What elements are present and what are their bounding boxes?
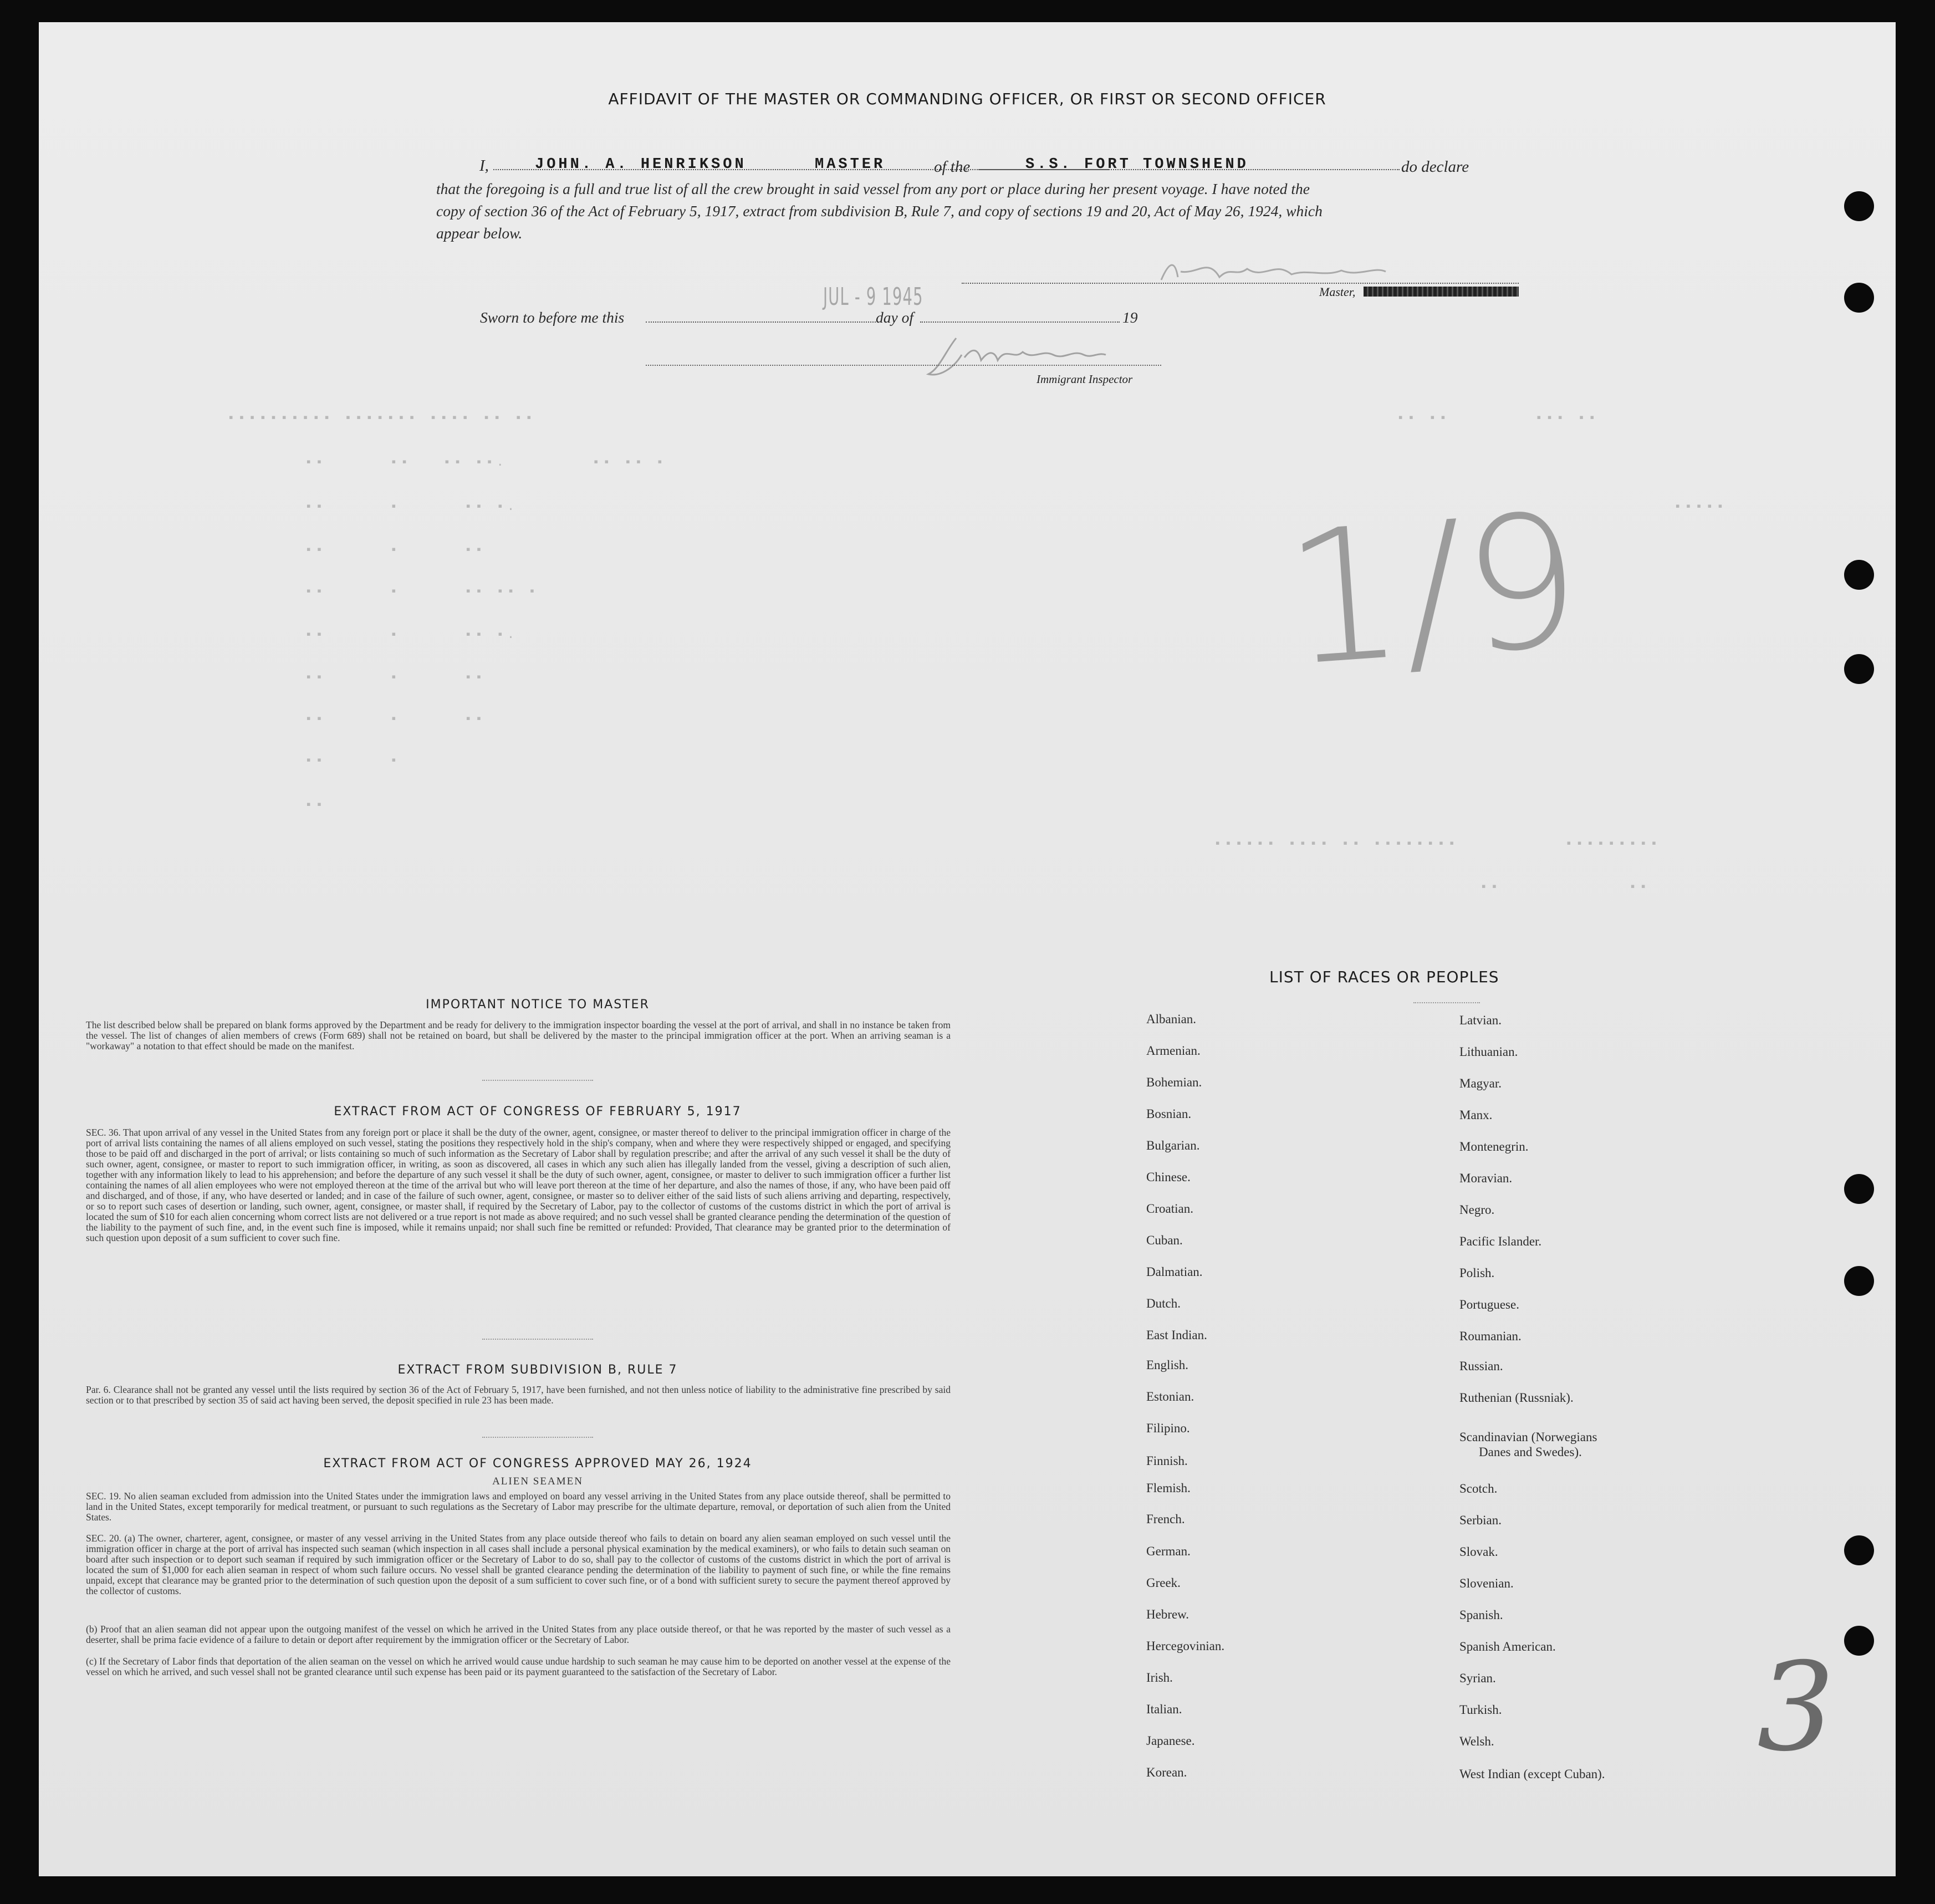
race-item: Dalmatian. bbox=[1146, 1265, 1203, 1279]
pencil-fraction: 1/9 bbox=[1279, 473, 1587, 707]
race-item: Russian. bbox=[1459, 1359, 1503, 1373]
bleed-through-row: ▪▪ ▪ bbox=[305, 754, 401, 768]
race-item: Latvian. bbox=[1459, 1013, 1502, 1027]
sworn-day-fill bbox=[646, 321, 876, 323]
bleed-through-row: ▪▪▪▪▪▪▪▪▪▪ ▪▪▪▪▪▪▪ ▪▪▪▪ ▪▪ ▪▪ bbox=[227, 411, 536, 425]
race-item: English. bbox=[1146, 1358, 1189, 1372]
race-item: Polish. bbox=[1459, 1266, 1495, 1280]
races-title: LIST OF RACES OR PEOPLES bbox=[1269, 968, 1499, 986]
day-of-label: day of bbox=[876, 309, 913, 326]
race-item: Finnish. bbox=[1146, 1454, 1188, 1468]
race-item: Portuguese. bbox=[1459, 1298, 1519, 1311]
extract-1917-title: EXTRACT FROM ACT OF CONGRESS OF FEBRUARY 5, 1917 bbox=[334, 1105, 742, 1119]
notice-title: IMPORTANT NOTICE TO MASTER bbox=[426, 998, 650, 1012]
race-item: Slovak. bbox=[1459, 1545, 1498, 1559]
bleed-through-row: ▪▪ ▪▪ ▪▪▪ ▪▪ bbox=[1397, 411, 1599, 425]
race-item: Spanish American. bbox=[1459, 1640, 1556, 1653]
punch-hole bbox=[1844, 654, 1874, 684]
race-item: Chinese. bbox=[1146, 1170, 1191, 1184]
race-item: Italian. bbox=[1146, 1702, 1182, 1716]
race-item: Lithuanian. bbox=[1459, 1045, 1518, 1059]
bleed-through-row: ▪▪ ▪ ▪▪ ▪. bbox=[305, 628, 518, 642]
bleed-through-row: ▪▪▪▪▪ bbox=[1674, 500, 1728, 514]
sworn-month-fill bbox=[920, 321, 1120, 323]
extract-rule7-title: EXTRACT FROM SUBDIVISION B, RULE 7 bbox=[397, 1363, 678, 1377]
divider bbox=[482, 1339, 593, 1340]
section-20a-body: SEC. 20. (a) The owner, charterer, agent, consignee, or master of any vessel arriving in the United States from any place outside thereof who fails to detain on board any alien seaman employed on such vessel until the immigration officer in charge at the port of arrival has inspected such seaman (which inspection in all cases shall include a personal physical examination by the medical examiners), or who fails to detain such seaman on board after such inspection or to deport such seaman if required by such immigration officer or the Secretary of Labor to do so, shall pay to the collector of customs of the customs district in which the port of arrival is located the sum of $1,000 for each alien seaman in respect of whom such failure occurs. No vessel shall be granted clearance pending the determination of the liability to payment of such fine, or while the fine remains unpaid, except that clearance may be granted prior to the determination of such question upon the deposit of a sum sufficient to cover such fine, or of a bond with sufficient surety to secure the payment thereof approved by the collector of customs. bbox=[86, 1533, 951, 1596]
punch-hole bbox=[1844, 283, 1874, 313]
race-item: Spanish. bbox=[1459, 1608, 1503, 1622]
race-item: French. bbox=[1146, 1512, 1185, 1526]
declarant-prefix: I, bbox=[479, 157, 489, 175]
race-item: Magyar. bbox=[1459, 1076, 1502, 1090]
race-item: Estonian. bbox=[1146, 1390, 1194, 1403]
divider bbox=[482, 1080, 593, 1081]
section-20b-body: (b) Proof that an alien seaman did not appear upon the outgoing manifest of the vessel on which he arrived in the United States from any place outside thereof, or that he was reported by the master of such vessel as a deserter, shall be prima facie evidence of a failure to detain or deport after requirement by the immigration officer or the Secretary of Labor. bbox=[86, 1624, 951, 1645]
struck-out-text bbox=[1364, 287, 1519, 297]
race-item: Scotch. bbox=[1459, 1482, 1498, 1495]
punch-hole bbox=[1844, 191, 1874, 221]
section-20c-body: (c) If the Secretary of Labor finds that deportation of the alien seaman on the vessel on which he arrived would cause undue hardship to such seaman he may cause him to be deported on another vessel at the expense of the vessel on which he arrived, and such vessel shall not be granted clearance until such expense has been paid or its payment guaranteed to the satisfaction of the Secretary of Labor. bbox=[86, 1656, 951, 1677]
race-item: Korean. bbox=[1146, 1765, 1187, 1779]
race-item: Bosnian. bbox=[1146, 1107, 1192, 1121]
extract-rule7-body: Par. 6. Clearance shall not be granted any vessel until the lists required by section 36 of the Act of February 5, 1917, have been furnished, and not then unless notice of liability to the administrative fine prescribed by said section or to that prescribed by section 35 of said act having been served, the deposit specified in rule 23 has been made. bbox=[86, 1384, 951, 1406]
inspector-signature-line bbox=[646, 365, 1161, 366]
bleed-through-row: ▪▪ ▪▪ ▪▪ ▪▪. ▪▪ ▪▪ ▪ bbox=[305, 456, 667, 469]
pencil-page-number: 3 bbox=[1757, 1636, 1835, 1778]
vessel-name: S.S. FORT TOWNSHEND bbox=[1025, 156, 1249, 173]
extract-1917-body: SEC. 36. That upon arrival of any vessel in the United States from any foreign port or place it shall be the duty of the owner, agent, consignee, or master thereof to deliver to the principal immigration officer in charge of the port of arrival lists containing the names of all aliens employed on such vessel, stating the positions they respectively hold in the ship's company, when and where they were respectively shipped or engaged, and specifying those to be paid off and discharged in the port of arrival; or lists containing so much of such information as the Secretary of Labor shall by regulation prescribe; and after the arrival of any such vessel it shall be the duty of such owner, agent, consignee, or master to report to such immigration officer, in writing, as soon as discovered, all cases in which any such alien has illegally landed from the vessel, giving a description of such alien, together with any information likely to lead to his apprehension; and before the departure of any such vessel it shall be the duty of such owner, agent, consignee, or master to deliver to such immigration officer a further list containing the names of all alien employees who were not employed thereon at the time of the arrival but who will leave port thereon at the time of her departure, and also the names of those, if any, who have been paid off and discharged, and of those, if any, who have deserted or landed; and in case of the failure of such owner, agent, consignee, or master so to deliver either of the said lists of such aliens arriving and departing, respectively, or so to report such cases of desertion or landing, such owner, agent, consignee, or master shall, if required by the Secretary of Labor, pay to the collector of customs of the customs district in which the port of arrival is located the sum of $10 for each alien concerning whom correct lists are not delivered or a true report is not made as above required; and no such vessel shall be granted clearance pending the determination of the question of the liability to the payment of such fine, and, in the event such fine is imposed, while it remains unpaid; nor shall such fine be remitted or refunded: Provided, That clearance may be granted prior to the determination of such question upon deposit of a sum sufficient to cover such fine. bbox=[86, 1127, 951, 1243]
race-item: Welsh. bbox=[1459, 1734, 1494, 1748]
extract-1924-subtitle: ALIEN SEAMEN bbox=[492, 1476, 583, 1487]
punch-hole bbox=[1844, 1266, 1874, 1296]
year-prefix: 19 bbox=[1122, 309, 1138, 326]
race-item: Filipino. bbox=[1146, 1421, 1190, 1435]
punch-hole bbox=[1844, 1535, 1874, 1565]
bleed-through-row: ▪▪ ▪ ▪▪ ▪▪ ▪ bbox=[305, 585, 539, 599]
race-item: Japanese. bbox=[1146, 1734, 1195, 1748]
race-item: Negro. bbox=[1459, 1203, 1495, 1217]
race-item: Syrian. bbox=[1459, 1671, 1496, 1685]
race-item: Cuban. bbox=[1146, 1233, 1183, 1247]
affidavit-line-3: copy of section 36 of the Act of February 5, 1917, extract from subdivision B, Rule 7, and copy of sections 19 and 20, Act of May 26, 1924, which bbox=[436, 202, 1323, 220]
affidavit-title: AFFIDAVIT OF THE MASTER OR COMMANDING OFFICER, OR FIRST OR SECOND OFFICER bbox=[608, 90, 1326, 108]
sworn-label: Sworn to before me this bbox=[480, 309, 625, 326]
race-item: German. bbox=[1146, 1544, 1191, 1558]
notice-body: The list described below shall be prepared on blank forms approved by the Department and be ready for delivery to the immigration inspector boarding the vessel at the port of arrival, and shall in no instance be taken from the vessel. The list of changes of alien members of crews (Form 689) shall not be retained on board, but shall be delivered by the master to the principal immigration officer at the port. When an arriving seaman is a "workaway" a notation to that effect should be made on the manifest. bbox=[86, 1019, 951, 1051]
of-the-label: of the bbox=[934, 158, 971, 176]
race-item: Bulgarian. bbox=[1146, 1139, 1200, 1152]
bleed-through-row: ▪▪ ▪▪ bbox=[1480, 880, 1651, 894]
date-stamp: JUL - 9 1945 bbox=[823, 283, 923, 311]
race-item: Hercegovinian. bbox=[1146, 1639, 1225, 1653]
race-item: Armenian. bbox=[1146, 1044, 1201, 1058]
bleed-through-row: ▪▪ ▪ ▪▪ bbox=[305, 671, 486, 685]
race-item: East Indian. bbox=[1146, 1328, 1207, 1342]
affidavit-line-4: appear below. bbox=[436, 224, 523, 242]
do-declare-label: do declare bbox=[1401, 158, 1469, 176]
master-name: JOHN. A. HENRIKSON bbox=[535, 156, 747, 173]
race-item: Manx. bbox=[1459, 1108, 1493, 1122]
master-signature bbox=[1158, 255, 1391, 288]
bleed-through-row: ▪▪ ▪ ▪▪ bbox=[305, 543, 486, 557]
race-item: Moravian. bbox=[1459, 1171, 1513, 1185]
race-item: Albanian. bbox=[1146, 1012, 1197, 1026]
divider bbox=[1413, 1002, 1480, 1003]
race-item: Scandinavian (Norwegians bbox=[1459, 1430, 1597, 1444]
extract-1924-title: EXTRACT FROM ACT OF CONGRESS APPROVED MAY 26, 1924 bbox=[323, 1457, 752, 1471]
punch-hole bbox=[1844, 1626, 1874, 1656]
document-page bbox=[39, 22, 1896, 1876]
race-item: Greek. bbox=[1146, 1576, 1181, 1590]
affidavit-line-2: that the foregoing is a full and true list of all the crew brought in said vessel from any port or place during her present voyage. I have noted the bbox=[436, 180, 1310, 197]
race-item: Danes and Swedes). bbox=[1479, 1445, 1582, 1459]
race-item: Roumanian. bbox=[1459, 1329, 1522, 1343]
race-item: West Indian (except Cuban). bbox=[1459, 1767, 1605, 1781]
race-item: Dutch. bbox=[1146, 1296, 1181, 1310]
bleed-through-row: ▪▪ bbox=[305, 798, 326, 812]
bleed-through-row: ▪▪▪▪▪▪ ▪▪▪▪ ▪▪ ▪▪▪▪▪▪▪▪ ▪▪▪▪▪▪▪▪▪ bbox=[1214, 837, 1661, 851]
master-label: Master, bbox=[1319, 285, 1356, 299]
section-19-body: SEC. 19. No alien seaman excluded from admission into the United States under the immigration laws and employed on board any vessel arriving in the United States from any place outside thereof, shall be permitted to land in the United States, except temporarily for medical treatment, or pursuant to such regulations as the Secretary of Labor may prescribe for the ultimate departure, removal, or deportation of such alien from the United States. bbox=[86, 1490, 951, 1523]
race-item: Montenegrin. bbox=[1459, 1140, 1529, 1153]
race-item: Pacific Islander. bbox=[1459, 1234, 1542, 1248]
race-item: Hebrew. bbox=[1146, 1607, 1189, 1621]
master-rank: MASTER bbox=[815, 156, 886, 173]
divider bbox=[482, 1437, 593, 1438]
punch-hole bbox=[1844, 560, 1874, 590]
race-item: Turkish. bbox=[1459, 1703, 1502, 1717]
punch-hole bbox=[1844, 1174, 1874, 1204]
inspector-label: Immigrant Inspector bbox=[1037, 372, 1133, 386]
bleed-through-row: ▪▪ ▪ ▪▪ bbox=[305, 712, 486, 726]
race-item: Slovenian. bbox=[1459, 1576, 1514, 1590]
race-item: Serbian. bbox=[1459, 1513, 1502, 1527]
race-item: Flemish. bbox=[1146, 1481, 1191, 1495]
bleed-through-row: ▪▪ ▪ ▪▪ ▪. bbox=[305, 500, 518, 514]
race-item: Croatian. bbox=[1146, 1202, 1193, 1216]
race-item: Irish. bbox=[1146, 1671, 1173, 1684]
race-item: Bohemian. bbox=[1146, 1075, 1202, 1089]
race-item: Ruthenian (Russniak). bbox=[1459, 1391, 1574, 1405]
